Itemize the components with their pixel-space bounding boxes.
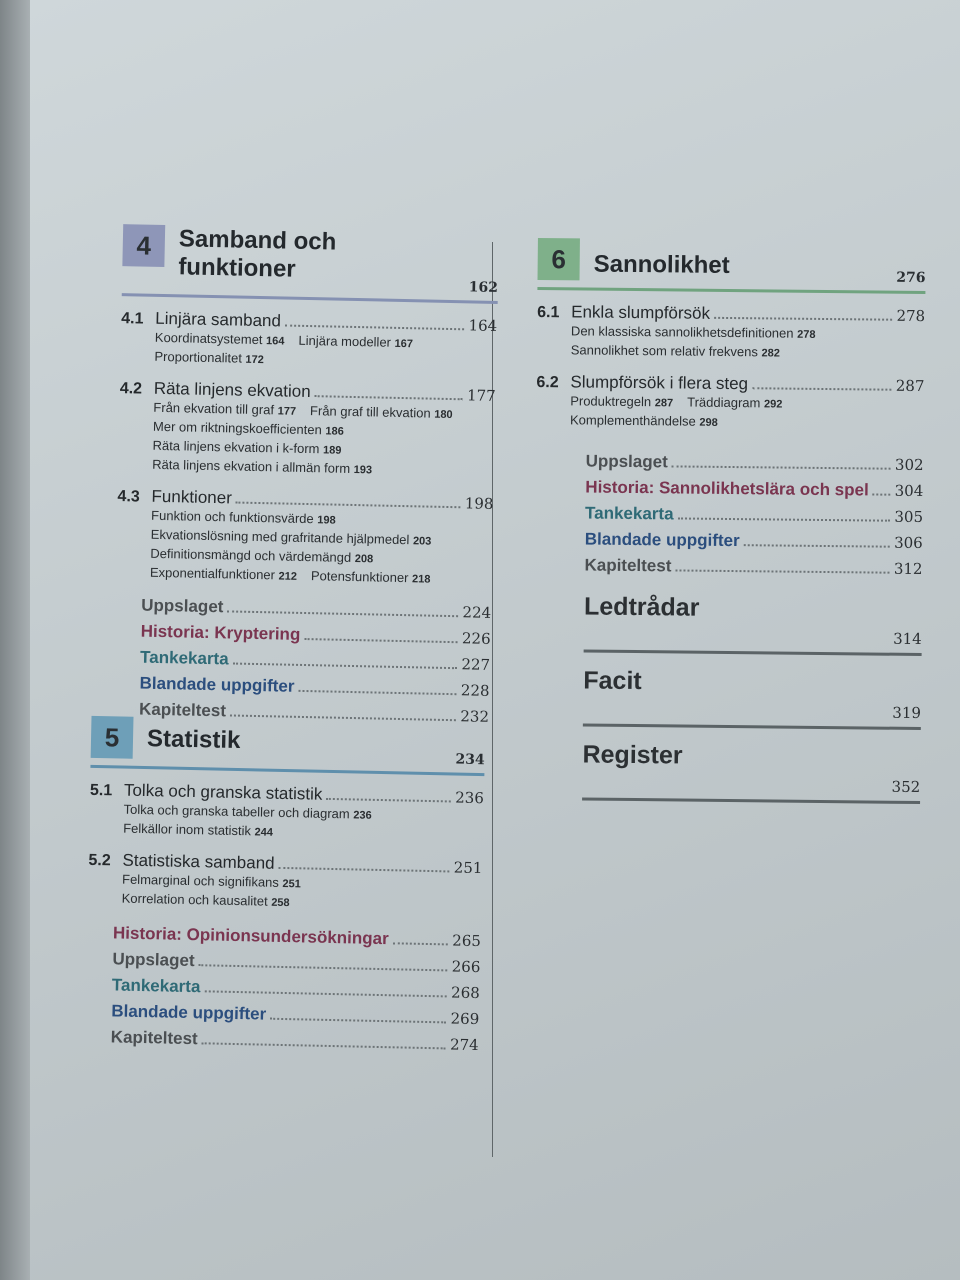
- section: [89, 780, 484, 846]
- section-title: Slumpförsök i flera steg: [570, 372, 749, 394]
- chapter-rule: [537, 287, 925, 294]
- extra-item: [586, 450, 924, 476]
- subsection-page: 298: [699, 416, 718, 429]
- chapter-page: 234: [455, 751, 485, 769]
- chapter-title-line-1: Samband och: [178, 225, 337, 256]
- section-page: 198: [464, 494, 494, 513]
- subsection-entry: [310, 403, 453, 421]
- subsection-page: 189: [322, 444, 342, 457]
- extra-label: Tankekarta: [584, 503, 674, 524]
- subsection-entry: [570, 393, 673, 409]
- extra-page: 224: [462, 603, 492, 622]
- section-list: [116, 308, 498, 590]
- subsection-page: 193: [353, 463, 373, 477]
- subsection-entry: [151, 527, 432, 548]
- extra-page: 305: [894, 507, 924, 527]
- dot-leader: [304, 637, 458, 643]
- extra-label: Historia: Sannolikhetslära och spel: [585, 477, 869, 500]
- chapter-number-box: 6: [538, 238, 580, 280]
- dot-leader: [873, 493, 891, 496]
- subsection-entry: [570, 412, 718, 429]
- subsection-title: Koordinatsystemet: [154, 329, 263, 348]
- chapter-header: [122, 224, 499, 304]
- section-page: 287: [895, 376, 925, 396]
- extra-label: Uppslaget: [585, 451, 668, 472]
- subsection-title: Sannolikhet som relativ frekvens: [570, 342, 759, 360]
- subsection-page: 236: [353, 809, 372, 822]
- extra-page: 265: [452, 931, 482, 951]
- subsection-title: Definitionsmängd och värdemängd: [150, 545, 352, 565]
- chapter-title-line-1: Sannolikhet: [593, 250, 730, 279]
- extra-item: [140, 647, 490, 676]
- subsection-entry: [150, 565, 297, 583]
- subsection-title: Tolka och granska tabeller och diagram: [123, 801, 350, 822]
- chapter-number-box: 5: [91, 716, 134, 759]
- subsection-title: Räta linjens ekvation i allmän form: [152, 456, 351, 476]
- subsection-page: 292: [763, 398, 783, 411]
- subsection-entry: [687, 395, 782, 411]
- dot-leader: [278, 866, 449, 873]
- subsection-page: 244: [254, 826, 274, 839]
- extra-page: 226: [461, 629, 491, 648]
- toc-page: [30, 0, 960, 1280]
- chapter-6: [532, 238, 926, 804]
- subsection-title: Från ekvation till graf: [153, 399, 275, 418]
- section-page: 251: [453, 858, 483, 878]
- section-list: [87, 780, 484, 916]
- subsection-entry: [122, 872, 301, 891]
- subsection-title: Potensfunktioner: [310, 568, 409, 586]
- dot-leader: [270, 1017, 446, 1024]
- dot-leader: [315, 394, 464, 400]
- subsection-line: [536, 411, 924, 434]
- back-matter-item: [583, 666, 922, 730]
- dot-leader: [675, 568, 889, 573]
- chapter-title-line-2: funktioner: [178, 253, 296, 283]
- dot-leader: [204, 989, 447, 997]
- chapter-title: [178, 225, 336, 284]
- section-title: Linjära samband: [155, 308, 282, 331]
- section-page: 164: [468, 316, 498, 335]
- extra-label: Kapiteltest: [110, 1027, 198, 1049]
- section-number: 6.1: [537, 303, 560, 322]
- subsection-page: 164: [265, 335, 285, 348]
- subsection-title: Felmarginal och signifikans: [121, 871, 280, 890]
- extra-item: [141, 595, 491, 624]
- subsection-title: Proportionalitet: [154, 348, 243, 366]
- extra-page: 312: [893, 559, 923, 579]
- chapter-rule: [122, 293, 498, 304]
- subsection-page: 167: [394, 337, 414, 351]
- subsection-page: 258: [271, 896, 290, 910]
- extra-item: [113, 922, 481, 952]
- subsection-entry: [123, 821, 273, 839]
- extra-label: Uppslaget: [112, 949, 195, 971]
- subsection-entry: [152, 457, 372, 477]
- section-number: 4.2: [119, 380, 143, 398]
- subsection-page: 218: [411, 573, 431, 586]
- subsection-title: Den klassiska sannolikhetsdefinitionen: [570, 323, 794, 341]
- back-matter-rule: [584, 649, 922, 656]
- back-matter-title: Facit: [583, 666, 642, 696]
- back-matter-page: 352: [891, 777, 921, 797]
- extra-page: 227: [461, 655, 491, 674]
- extra-page: 232: [460, 707, 490, 726]
- subsection-page: 208: [354, 553, 374, 566]
- back-matter-item: [582, 740, 921, 804]
- back-matter: [532, 592, 922, 804]
- back-matter-rule: [582, 797, 920, 804]
- extra-item: [140, 621, 490, 650]
- extra-item: [112, 974, 480, 1004]
- subsection-title: Ekvationslösning med grafritande hjälpmedel: [150, 526, 410, 548]
- extra-label: Historia: Kryptering: [140, 621, 301, 644]
- subsection-page: 282: [761, 347, 780, 360]
- section: [537, 302, 926, 364]
- subsection-title: Räta linjens ekvation i k-form: [152, 437, 320, 457]
- section-title: Funktioner: [151, 486, 233, 508]
- subsection-page: 198: [317, 514, 336, 527]
- extra-page: 269: [450, 1009, 480, 1029]
- subsection-title: Från graf till ekvation: [309, 403, 431, 421]
- subsection-page: 287: [654, 397, 674, 410]
- chapter-number-box: 4: [122, 224, 165, 267]
- back-matter-page: 319: [892, 703, 922, 723]
- dot-leader: [678, 516, 891, 521]
- subsection-title: Produktregeln: [570, 393, 652, 410]
- subsection-title: Korrelation och kausalitet: [121, 890, 268, 909]
- extra-label: Kapiteltest: [138, 699, 227, 721]
- back-matter-title: Ledtrådar: [583, 592, 700, 622]
- section-page: 177: [466, 386, 496, 405]
- extra-page: 306: [894, 533, 923, 553]
- extra-label: Tankekarta: [139, 647, 229, 669]
- dot-leader: [298, 689, 456, 695]
- chapter-header: [537, 238, 926, 294]
- extra-item: [585, 502, 923, 528]
- subsection-title: Linjära modeller: [298, 332, 392, 350]
- extra-item: [112, 948, 480, 978]
- subsection-line: [537, 341, 925, 364]
- subsection-entry: [123, 802, 371, 822]
- section-title: Statistiska samband: [122, 850, 275, 873]
- subsection-entry: [571, 323, 816, 341]
- subsection-entry: [298, 333, 413, 350]
- subsection-entry: [153, 400, 296, 418]
- extra-label: Blandade uppgifter: [111, 1001, 267, 1024]
- extra-page: 304: [894, 481, 924, 501]
- extra-item: [584, 554, 922, 580]
- section-page: 278: [896, 306, 926, 326]
- section-page: 236: [455, 788, 485, 808]
- dot-leader: [202, 1041, 446, 1049]
- dot-leader: [198, 963, 447, 971]
- book-spine-shadow: [0, 0, 30, 1280]
- section-title: Enkla slumpförsök: [571, 302, 711, 323]
- dot-leader: [393, 941, 449, 945]
- extra-label: Uppslaget: [141, 595, 224, 617]
- subsection-page: 172: [245, 353, 264, 367]
- subsection-page: 212: [278, 570, 298, 583]
- section-number: 5.1: [89, 781, 113, 800]
- chapter-4: [113, 224, 499, 728]
- chapter-page: 162: [468, 279, 499, 296]
- subsection-entry: [152, 438, 341, 457]
- subsection-entry: [150, 546, 373, 566]
- dot-leader: [752, 386, 892, 390]
- subsection-title: Träddiagram: [687, 394, 761, 411]
- chapter-title: [147, 725, 241, 755]
- subsection-entry: [153, 419, 344, 438]
- extra-page: 268: [450, 983, 480, 1003]
- subsection-page: 251: [282, 877, 301, 891]
- subsection-entry: [154, 349, 264, 366]
- back-matter-rule: [583, 723, 921, 730]
- section-list: [536, 302, 925, 434]
- extra-label: Blandade uppgifter: [584, 529, 740, 551]
- extra-label: Blandade uppgifter: [139, 673, 295, 696]
- section-number: 4.3: [117, 488, 140, 506]
- back-matter-page: 314: [893, 629, 922, 649]
- dot-leader: [326, 797, 451, 803]
- chapter-page: 276: [896, 269, 926, 287]
- extras-list: [85, 922, 482, 1056]
- subsection-page: 180: [434, 408, 453, 422]
- section: [116, 486, 494, 590]
- subsection-entry: [151, 508, 336, 527]
- extra-item: [585, 528, 923, 554]
- section: [118, 378, 496, 482]
- extra-page: 228: [460, 681, 490, 700]
- extras-list: [113, 594, 492, 728]
- extra-item: [111, 1000, 479, 1030]
- back-matter-title: Register: [582, 740, 683, 770]
- chapter-5: [85, 716, 486, 1056]
- extra-item: [585, 476, 923, 502]
- dot-leader: [227, 609, 458, 617]
- dot-leader: [236, 501, 461, 509]
- subsection-page: 177: [277, 405, 297, 418]
- subsection-entry: [571, 342, 780, 359]
- chapter-rule: [90, 765, 484, 776]
- subsection-entry: [122, 891, 290, 910]
- extras-list: [534, 450, 923, 580]
- extra-item: [111, 1026, 479, 1056]
- section-title: Räta linjens ekvation: [153, 378, 311, 402]
- extra-item: [139, 673, 489, 702]
- section-title: Tolka och granska statistik: [123, 780, 323, 804]
- back-matter-item: [584, 592, 923, 656]
- chapter-title-line-1: Statistik: [146, 725, 241, 755]
- section: [87, 850, 482, 916]
- subsection-entry: [311, 568, 431, 586]
- dot-leader: [233, 662, 458, 670]
- section: [536, 372, 925, 434]
- section: [120, 308, 497, 374]
- dot-leader: [285, 324, 465, 331]
- subsection-page: 203: [412, 535, 432, 548]
- subsection-page: 186: [325, 425, 344, 438]
- subsection-title: Mer om riktningskoefficienten: [152, 418, 322, 438]
- extra-page: 266: [451, 957, 481, 977]
- dot-leader: [744, 543, 890, 548]
- section-number: 5.2: [88, 851, 111, 870]
- extra-label: Tankekarta: [111, 975, 201, 997]
- section-number: 6.2: [536, 373, 559, 392]
- extra-label: Kapiteltest: [584, 555, 672, 576]
- extra-page: 274: [449, 1035, 479, 1055]
- subsection-title: Komplementhändelse: [569, 412, 696, 429]
- subsection-title: Felkällor inom statistik: [123, 820, 252, 839]
- subsection-page: 278: [797, 328, 816, 341]
- extra-label: Historia: Opinionsundersökningar: [112, 923, 389, 949]
- extra-page: 302: [894, 455, 924, 475]
- dot-leader: [714, 316, 892, 321]
- dot-leader: [672, 464, 891, 469]
- subsection-title: Funktion och funktionsvärde: [150, 507, 314, 527]
- chapter-title: [594, 251, 730, 280]
- section-number: 4.1: [121, 310, 144, 328]
- chapter-header: [90, 716, 485, 776]
- subsection-title: Exponentialfunktioner: [149, 564, 276, 583]
- subsection-entry: [155, 330, 285, 348]
